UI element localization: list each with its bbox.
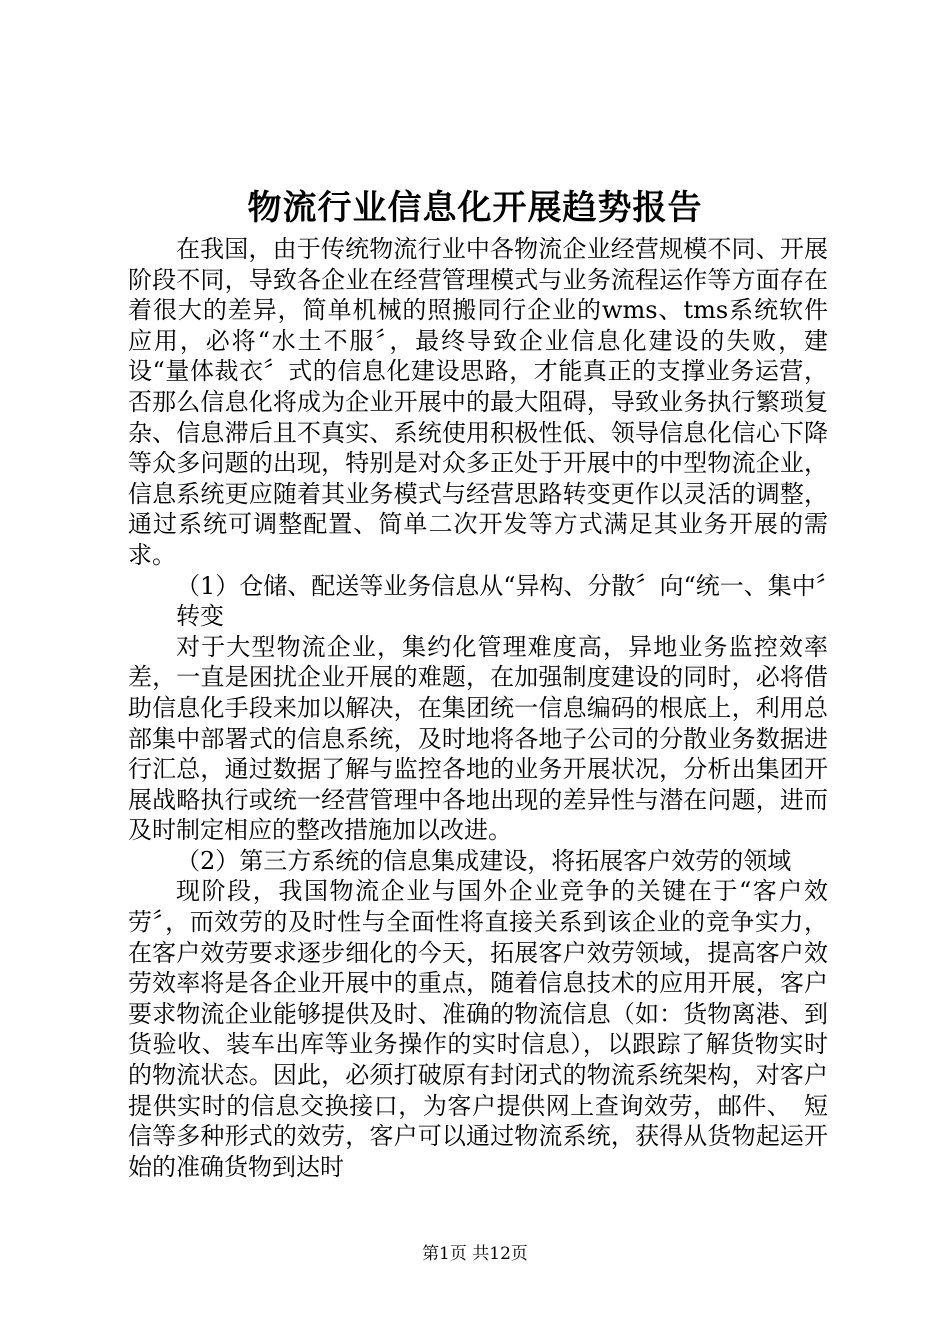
page-number-footer: 第1页 共12页 (422, 1244, 528, 1264)
paragraph-section-2: 现阶段，我国物流企业与国外企业竞争的关键在于“客户效劳〞，而效劳的及时性与全面性将直接关系到该企业的竞争实力，在客户效劳要求逐步细化的今天，拓展客户效劳领域，提高客户效劳效率将是各企业开展中的重点，随着信息技术的应用开展，客户要求物流企业能够提供及时、准确的物流信息（如：货物离港、到货验收、装车出库等业务操作的实时信息），以跟踪了解货物实时的物流状态。因此，必须打破原有封闭式的物流系统架构，对客户提供实时的信息交换接口，为客户提供网上查询效劳，邮件、 短信等多种形式的效劳，客户可以通过物流系统，获得从货物起运开始的准确货物到达时 (128, 877, 828, 1181)
section-heading-1: （1）仓储、配送等业务信息从“异构、分散〞向“统一、集中〞转变 (176, 571, 828, 631)
section-heading-2: （2）第三方系统的信息集成建设，将拓展客户效劳的领域 (176, 846, 792, 875)
paragraph-intro: 在我国，由于传统物流行业中各物流企业经营规模不同、开展阶段不同，导致各企业在经营管理模式与业务流程运作等方面存在着很大的差异，简单机械的照搬同行企业的wms、tms系统软件应用，必将“水土不服〞，最终导致企业信息化建设的失败，建设“量体裁衣〞式的信息化建设思路，才能真正的支撑业务运营，否那么信息化将成为企业开展中的最大阻碍，导致业务执行繁琐复杂、信息滞后且不真实、系统使用积极性低、领导信息化信心下降等众多问题的出现，特别是对众多正处于开展中的中型物流企业，信息系统更应随着其业务模式与经营思路转变更作以灵活的调整，通过系统可调整配置、简单二次开发等方式满足其业务开展的需求。 (128, 235, 828, 569)
paragraph-section-1: 对于大型物流企业，集约化管理难度高，异地业务监控效率差，一直是困扰企业开展的难题，在加强制度建设的同时，必将借助信息化手段来加以解决，在集团统一信息编码的根底上，利用总部集中部署式的信息系统，及时地将各地子公司的分散业务数据进行汇总，通过数据了解与监控各地的业务开展状况，分析出集团开展战略执行或统一经营管理中各地出现的差异性与潜在问题，进而及时制定相应的整改措施加以改进。 (128, 632, 828, 845)
document-title: 物流行业信息化开展趋势报告 (247, 188, 703, 228)
document-body (128, 234, 828, 1182)
